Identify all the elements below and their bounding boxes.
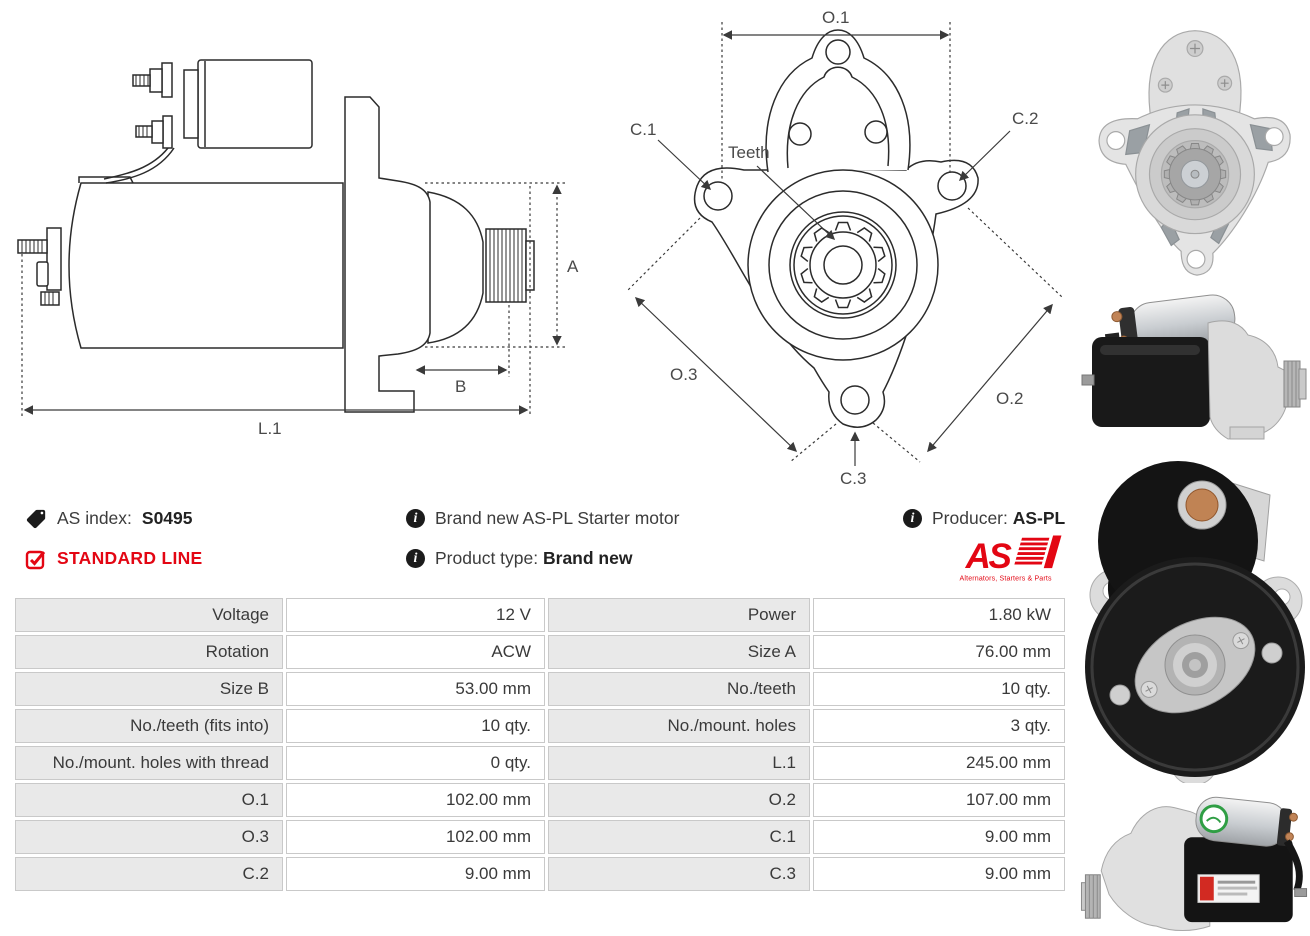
dim-label-c2: C.2 <box>1012 109 1039 128</box>
info-icon: i <box>406 509 425 528</box>
product-type-value: Brand new <box>543 548 633 568</box>
spec-label: C.1 <box>548 820 810 854</box>
spec-value: 10 qty. <box>813 672 1065 706</box>
side-view-technical-drawing <box>0 0 600 470</box>
dim-label-o1: O.1 <box>822 8 850 27</box>
product-photo-side-view-right <box>1080 287 1310 442</box>
spec-value: ACW <box>286 635 545 669</box>
standard-line-badge <box>25 546 203 571</box>
teeth-label: Teeth <box>728 143 770 162</box>
spec-label: O.3 <box>15 820 283 854</box>
spec-value: 102.00 mm <box>286 820 545 854</box>
product-photo-front-view <box>1085 4 1305 286</box>
spec-value: 0 qty. <box>286 746 545 780</box>
spec-value: 76.00 mm <box>813 635 1065 669</box>
product-label <box>1198 875 1259 903</box>
spec-value: 12 V <box>286 598 545 632</box>
dim-label-o3: O.3 <box>670 365 698 384</box>
front-view-technical-drawing <box>600 0 1080 495</box>
spec-label: Rotation <box>15 635 283 669</box>
spec-value: 10 qty. <box>286 709 545 743</box>
pinion-shaft <box>1284 361 1306 407</box>
spec-value: 9.00 mm <box>813 820 1065 854</box>
dim-label-l1: L.1 <box>258 419 282 438</box>
pinion-shaft <box>1081 875 1100 918</box>
logo-tagline: Alternators, Starters & Parts <box>959 575 1052 583</box>
logo-text: AS <box>965 537 1010 577</box>
description-line <box>406 506 679 531</box>
spec-value: 9.00 mm <box>286 857 545 891</box>
spec-label: No./teeth <box>548 672 810 706</box>
spec-value: 245.00 mm <box>813 746 1065 780</box>
spec-value: 53.00 mm <box>286 672 545 706</box>
spec-label: C.2 <box>15 857 283 891</box>
product-photo-rear-view <box>1082 443 1308 783</box>
spec-label: No./mount. holes with thread <box>15 746 283 780</box>
spec-label: No./teeth (fits into) <box>15 709 283 743</box>
dim-label-c1: C.1 <box>630 120 657 139</box>
info-icon: i <box>903 509 922 528</box>
spec-value: 1.80 kW <box>813 598 1065 632</box>
spec-table <box>15 598 1065 891</box>
product-type-label: Product type: <box>435 548 539 568</box>
spec-label: Voltage <box>15 598 283 632</box>
starter-motor-front-outline <box>695 30 979 427</box>
producer-value: AS-PL <box>1012 508 1066 528</box>
spec-value: 3 qty. <box>813 709 1065 743</box>
producer-label: Producer: <box>932 508 1008 528</box>
spec-label: No./mount. holes <box>548 709 810 743</box>
starter-motor-side-outline <box>18 60 534 412</box>
spec-label: Size A <box>548 635 810 669</box>
as-index-label: AS index: <box>57 508 132 528</box>
producer-line <box>903 506 1065 531</box>
as-index-value: S0495 <box>141 508 193 528</box>
spec-value: 102.00 mm <box>286 783 545 817</box>
drive-housing <box>1208 321 1286 439</box>
spec-label: Size B <box>15 672 283 706</box>
dim-label-a: A <box>567 257 579 276</box>
product-type-line <box>406 546 679 571</box>
product-description-block <box>406 506 679 586</box>
dim-label-c3: C.3 <box>840 469 867 488</box>
product-id-block <box>25 506 203 586</box>
spec-label: L.1 <box>548 746 810 780</box>
logo-stripes <box>1013 535 1061 568</box>
dim-label-b: B <box>455 377 467 396</box>
description-text: Brand new AS-PL Starter motor <box>435 508 680 528</box>
as-pl-logo <box>958 533 1072 585</box>
spec-value: 9.00 mm <box>813 857 1065 891</box>
checkbox-checked-icon <box>25 548 47 570</box>
as-index-line <box>25 506 203 531</box>
spec-label: Power <box>548 598 810 632</box>
spec-label: O.1 <box>15 783 283 817</box>
tag-icon <box>25 508 47 530</box>
info-icon: i <box>406 549 425 568</box>
product-photo-side-view-left <box>1080 780 1310 934</box>
dim-label-o2: O.2 <box>996 389 1024 408</box>
spec-label: C.3 <box>548 857 810 891</box>
standard-line-label: STANDARD LINE <box>57 548 203 568</box>
spec-value: 107.00 mm <box>813 783 1065 817</box>
spec-label: O.2 <box>548 783 810 817</box>
